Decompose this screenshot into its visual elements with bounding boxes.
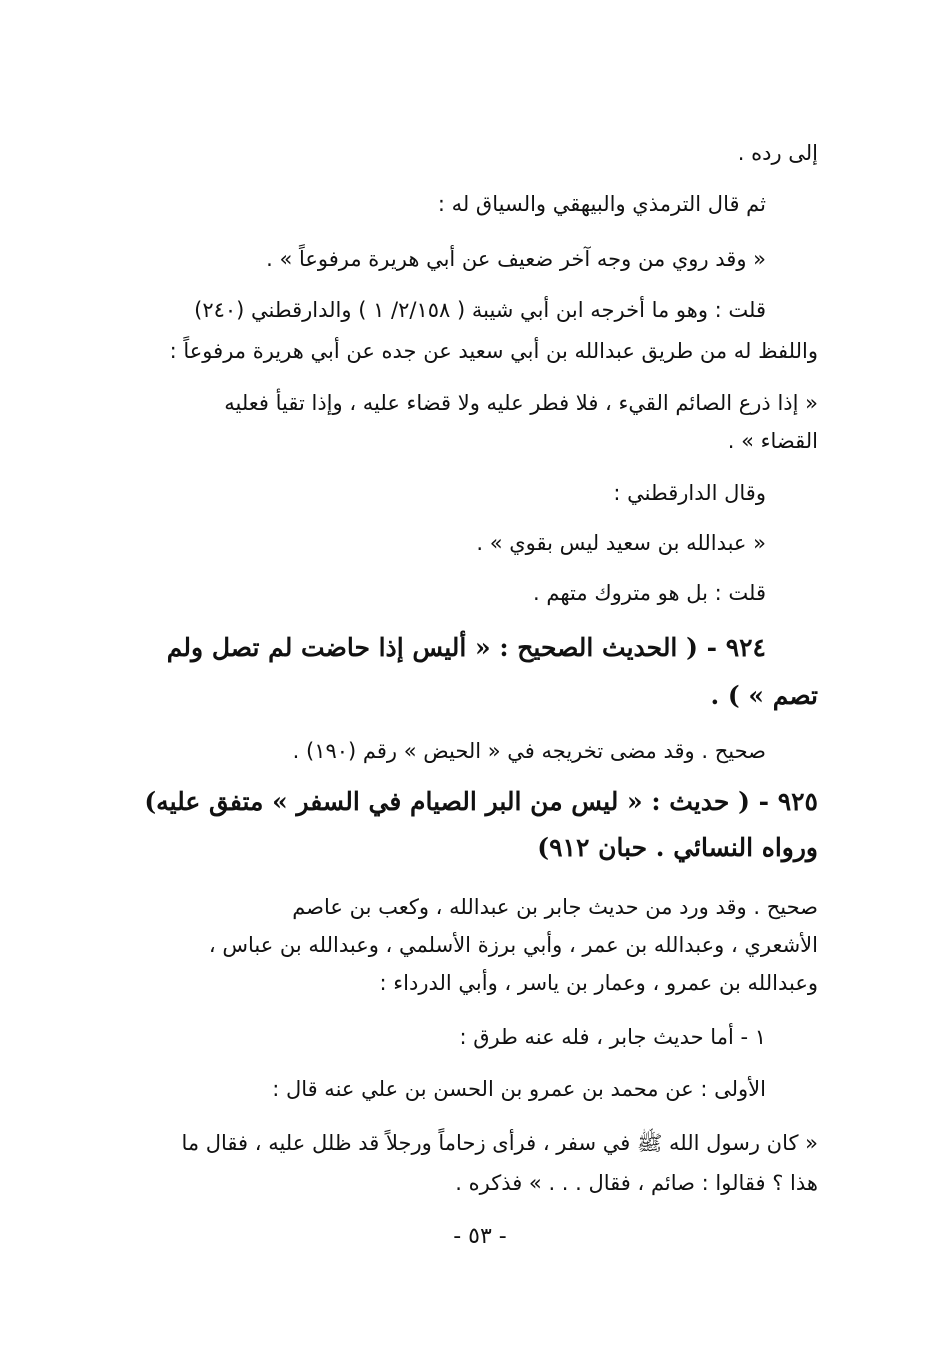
text-line: وقال الدارقطني :	[613, 481, 766, 505]
page-number: - ٥٣ -	[453, 1224, 507, 1249]
text-line: صحيح . وقد مضى تخريجه في « الحيض » رقم (١٩٠) .	[292, 739, 766, 763]
hadith-heading-925-continued: ورواه النسائي . حبان ٩١٢)	[537, 833, 818, 862]
text-line: قلت : وهو ما أخرجه ابن أبي شيبة ( ٢/١٥٨/ ١ ) والدارقطني (٢٤٠)	[194, 298, 766, 322]
text-line: وعبدالله بن عمرو ، وعمار بن ياسر ، وأبي الدرداء :	[379, 971, 818, 995]
text-line: « إذا ذرع الصائم القيء ، فلا فطر عليه ولا قضاء عليه ، وإذا تقيأ فعليه	[224, 391, 818, 415]
text-line: إلى رده .	[737, 141, 818, 165]
text-line: « وقد روي من وجه آخر ضعيف عن أبي هريرة مرفوعاً » .	[266, 247, 766, 271]
text-line: قلت : بل هو متروك متهم .	[533, 581, 766, 605]
text-line: ثم قال الترمذي والبيهقي والسياق له :	[437, 192, 766, 216]
text-line: الأولى : عن محمد بن عمرو بن الحسن بن علي عنه قال :	[272, 1077, 766, 1101]
text-line: هذا ؟ فقالوا : صائم ، فقال . . . » فذكره .	[455, 1171, 818, 1195]
text-line: « عبدالله بن سعيد ليس بقوي » .	[476, 531, 766, 555]
text-line: « كان رسول الله ﷺ في سفر ، فرأى زحاماً ورجلاً قد ظلل عليه ، فقال ما	[181, 1131, 818, 1155]
text-line: الأشعري ، وعبدالله بن عمر ، وأبي برزة الأسلمي ، وعبدالله بن عباس ،	[208, 933, 818, 957]
text-line: واللفظ له من طريق عبدالله بن أبي سعيد عن جده عن أبي هريرة مرفوعاً :	[169, 339, 818, 363]
hadith-heading-925: ٩٢٥ - ( حديث : « ليس من البر الصيام في السفر » متفق عليه)	[144, 787, 818, 816]
text-line: صحيح . وقد ورد من حديث جابر بن عبدالله ، وكعب بن عاصم	[292, 895, 818, 919]
text-line: ١ - أما حديث جابر ، فله عنه طرق :	[459, 1025, 766, 1049]
hadith-heading-924: ٩٢٤ - ( الحديث الصحيح : « أليس إذا حاضت لم تصل ولم	[166, 633, 766, 662]
hadith-heading-924-continued: تصم » ) .	[710, 681, 818, 710]
text-line: القضاء » .	[727, 429, 818, 453]
